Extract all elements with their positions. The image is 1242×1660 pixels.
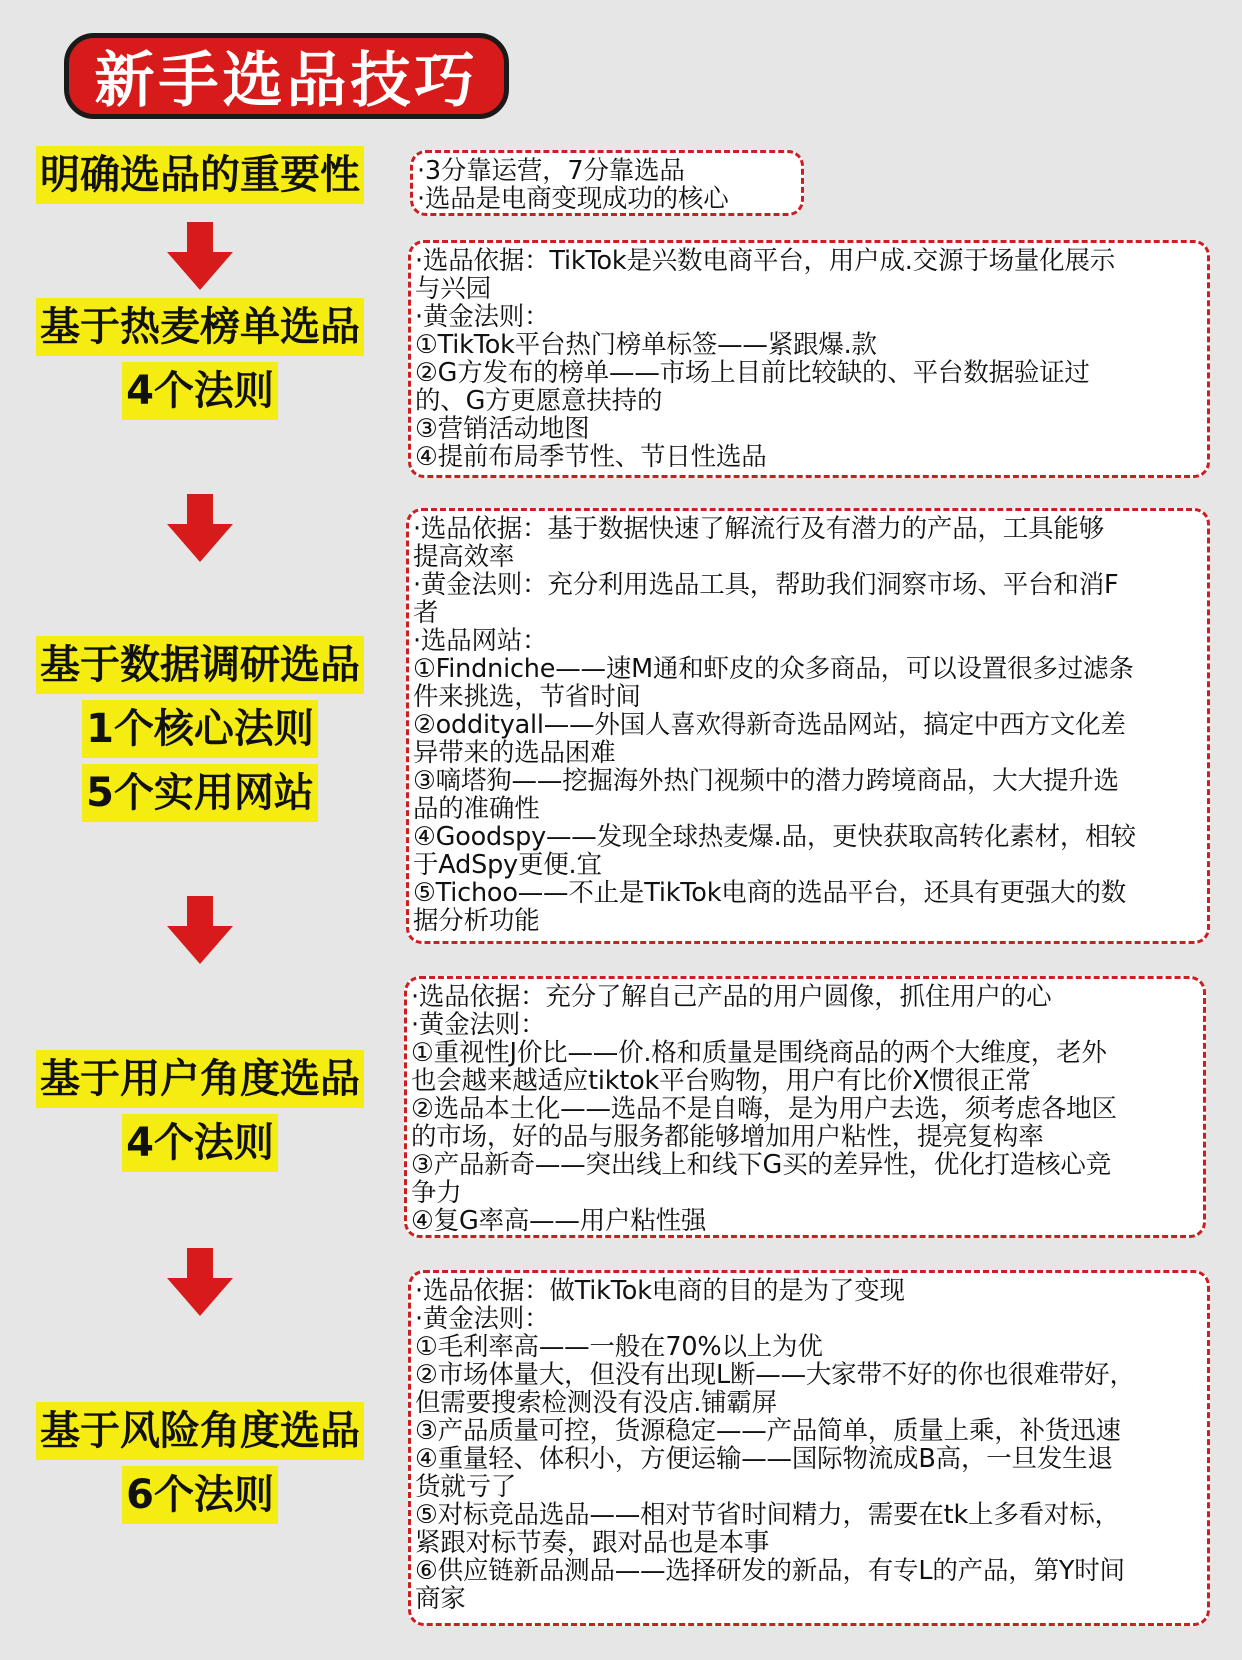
label-line: 基于热麦榜单选品: [36, 298, 364, 356]
text-line: ①毛利率高——一般在70%以上为优: [415, 1333, 823, 1361]
title-banner: [64, 33, 509, 119]
text-line: ②市场体量大，但没有出现L断——大家带不好的你也很难带好，: [415, 1361, 1135, 1389]
text-line: ③嘀塔狗——挖掘海外热门视频中的潜力跨境商品，大大提升选: [413, 767, 1119, 795]
text-line: ①重视性J价比——价.格和质量是围绕商品的两个大维度，老外: [411, 1039, 1107, 1067]
label-line: 4个法则: [122, 362, 278, 420]
text-line: ②G方发布的榜单——市场上目前比较缺的、平台数据验证过: [415, 359, 1090, 387]
text-line: 异带来的选品困难: [413, 739, 616, 767]
label-line: 6个法则: [122, 1466, 278, 1524]
text-line: 者: [413, 599, 439, 627]
text-line: ①Findniche——速M通和虾皮的众多商品，可以设置很多过滤条: [413, 655, 1134, 683]
text-line: ④复G率高——用户粘性强: [411, 1207, 707, 1235]
section-label-risk-angle: [20, 1402, 380, 1530]
section-label-data-research: [20, 636, 380, 828]
text-line: 于AdSpy更便.宜: [413, 851, 602, 879]
label-line: 1个核心法则: [82, 700, 318, 758]
text-line: ·选品依据：做TikTok电商的目的是为了变现: [415, 1277, 905, 1305]
text-line: ·黄金法则：充分利用选品工具，帮助我们洞察市场、平台和消F: [413, 571, 1119, 599]
text-line: ④Goodspy——发现全球热麦爆.品，更快获取高转化素材，相较: [413, 823, 1136, 851]
text-line: ·选品依据：TikTok是兴数电商平台，用户成.交源于场量化展示: [415, 247, 1116, 275]
arrow-down-icon: [167, 1248, 233, 1316]
text-line: ③产品新奇——突出线上和线下G买的差异性，优化打造核心竞: [411, 1151, 1112, 1179]
text-line: 品的准确性: [413, 795, 540, 823]
arrow-down-icon: [167, 222, 233, 290]
text-line: ②oddityall——外国人喜欢得新奇选品网站，搞定中西方文化差: [413, 711, 1126, 739]
text-line: 紧跟对标节奏，跟对品也是本事: [415, 1529, 770, 1557]
text-line: ·选品网站：: [413, 627, 548, 655]
text-line: ·黄金法则：: [415, 303, 550, 331]
arrow-down-icon: [167, 494, 233, 562]
text-line: ④重量轻、体积小，方便运输——国际物流成B高，一旦发生退: [415, 1445, 1113, 1473]
page-title: 新手选品技巧: [94, 46, 479, 116]
label-line: 4个法则: [122, 1114, 278, 1172]
text-line: ·选品依据：基于数据快速了解流行及有潜力的产品，工具能够: [413, 515, 1105, 543]
text-line: 争力: [411, 1179, 462, 1207]
text-line: ⑥供应链新品测品——选择研发的新品，有专L的产品，第Y时间: [415, 1557, 1125, 1585]
section-box-hot-list: [408, 240, 1210, 478]
text-line: 件来挑选，节省时间: [413, 683, 641, 711]
text-line: ①TikTok平台热门榜单标签——紧跟爆.款: [415, 331, 877, 359]
label-line: 基于用户角度选品: [36, 1050, 364, 1108]
section-label-user-angle: [20, 1050, 380, 1178]
text-line: ·3分靠运营，7分靠选品: [417, 157, 685, 185]
text-line: 货就亏了: [415, 1473, 517, 1501]
text-line: 提高效率: [413, 543, 515, 571]
label-line: 基于数据调研选品: [36, 636, 364, 694]
text-line: ·选品是电商变现成功的核心: [417, 185, 729, 213]
text-line: 商家: [415, 1585, 466, 1613]
text-line: 也会越来越适应tiktok平台购物，用户有比价X惯很正常: [411, 1067, 1031, 1095]
section-label-importance: [20, 146, 380, 210]
text-line: 的、G方更愿意扶持的: [415, 387, 663, 415]
text-line: ③营销活动地图: [415, 415, 590, 443]
section-box-user-angle: [404, 976, 1206, 1238]
text-line: 与兴园: [415, 275, 491, 303]
label-line: 基于风险角度选品: [36, 1402, 364, 1460]
section-box-risk-angle: [408, 1270, 1210, 1626]
section-label-hot-list: [20, 298, 380, 426]
text-line: ·黄金法则：: [411, 1011, 546, 1039]
section-box-data-research: [406, 508, 1210, 944]
text-line: ③产品质量可控，货源稳定——产品简单，质量上乘，补货迅速: [415, 1417, 1121, 1445]
label-line: 明确选品的重要性: [36, 146, 364, 204]
text-line: ·黄金法则：: [415, 1305, 550, 1333]
text-line: 的市场，好的品与服务都能够增加用户粘性，提亮复构率: [411, 1123, 1044, 1151]
label-line: 5个实用网站: [82, 764, 318, 822]
text-line: ·选品依据：充分了解自己产品的用户圆像，抓住用户的心: [411, 983, 1052, 1011]
text-line: ②选品本土化——选品不是自嗨，是为用户去选，须考虑各地区: [411, 1095, 1117, 1123]
text-line: 但需要搜索检测没有没店.铺霸屏: [415, 1389, 778, 1417]
text-line: ⑤对标竞品选品——相对节省时间精力，需要在tk上多看对标，: [415, 1501, 1120, 1529]
section-box-importance: [410, 150, 804, 216]
arrow-down-icon: [167, 896, 233, 964]
text-line: ④提前布局季节性、节日性选品: [415, 443, 767, 471]
text-line: ⑤Tichoo——不止是TikTok电商的选品平台，还具有更强大的数: [413, 879, 1127, 907]
text-line: 据分析功能: [413, 907, 540, 935]
